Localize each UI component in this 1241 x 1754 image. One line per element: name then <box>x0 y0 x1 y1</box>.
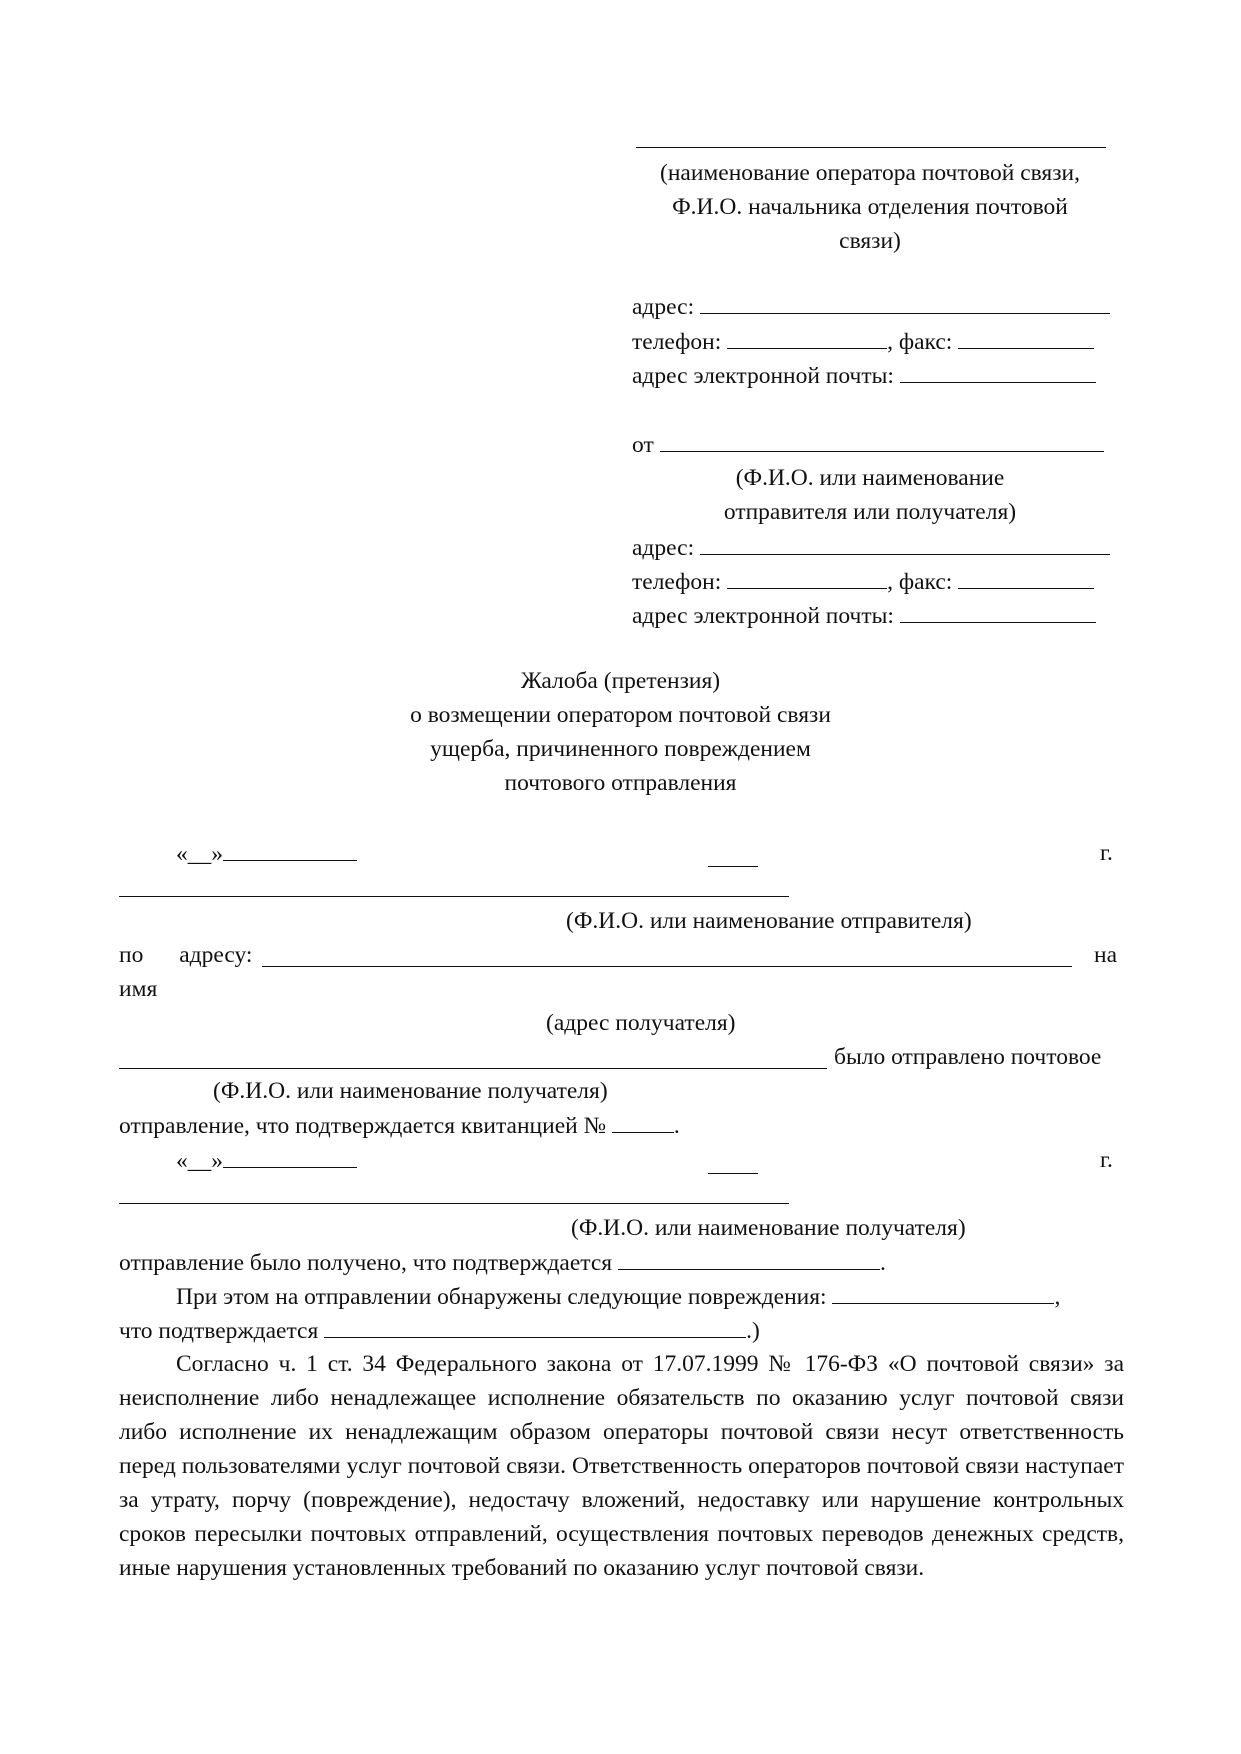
damage-text: При этом на отправлении обнаружены следующие повреждения: <box>176 1284 827 1310</box>
title-line-4: почтового отправления <box>504 770 737 796</box>
recipient-caption: (Ф.И.О. или наименование получателя) <box>213 1078 608 1104</box>
phone-blank[interactable] <box>727 324 887 349</box>
law-paragraph: Согласно ч. 1 ст. 34 Федерального закона от 17.07.1999 № 176-ФЗ «О почтовой связи» за неисполнение либо ненадлежащее исполнение обязательств по оказанию услуг почтовой связи либо исполнение их ненадлежащим образом операторы почтовой связи несут ответственность перед пользователями услуг почтовой связи. Ответственность операторов почтовой связи наступает за утрату, порчу (повреждение), недостачу вложений, недоставку или нарушение контрольных сроков пересылки почтовых отправлений, осуществления почтовых переводов денежных средств, иные нарушения установленных требований по оказанию услуг почтовой связи. <box>119 1351 1124 1581</box>
date-open-2: «__» <box>176 1148 223 1174</box>
received-end: . <box>879 1250 886 1276</box>
sender-email-row <box>632 598 1096 632</box>
title-line-3: ущерба, причиненного повреждением <box>430 736 811 762</box>
operator-email-row <box>632 358 1096 392</box>
operator-address-row <box>632 289 1110 323</box>
from-blank[interactable] <box>660 427 1104 452</box>
email-label: адрес электронной почты: <box>632 363 894 389</box>
email-label-2: адрес электронной почты: <box>632 603 894 629</box>
email-blank-2[interactable] <box>900 598 1096 623</box>
by-address-label: по адресу: <box>119 942 253 968</box>
damage-end: , <box>1054 1284 1061 1310</box>
fax-blank[interactable] <box>958 324 1094 349</box>
year-blank-2[interactable] <box>708 1173 758 1174</box>
date-row-1 <box>176 836 357 870</box>
received-proof-blank[interactable] <box>618 1245 880 1270</box>
received-text: отправление было получено, что подтверждается <box>119 1250 613 1276</box>
operator-caption-line-1: (наименование оператора почтовой связи, <box>660 160 1080 186</box>
damage-blank[interactable] <box>832 1279 1054 1304</box>
to-name-label: на <box>1094 942 1118 968</box>
sender-caption: (Ф.И.О. или наименование отправителя) <box>566 908 972 934</box>
date-row-2 <box>176 1143 357 1177</box>
year-suffix-2: г. <box>1100 1147 1113 1173</box>
date-open: «__» <box>176 841 223 867</box>
recipient-caption-2: (Ф.И.О. или наименование получателя) <box>571 1215 966 1241</box>
sender-phone-row <box>632 564 1094 598</box>
was-sent-text: было отправлено почтовое <box>834 1044 1102 1070</box>
year-suffix: г. <box>1100 840 1113 866</box>
receipt-number-blank[interactable] <box>612 1108 674 1133</box>
sender-caption-line-1: (Ф.И.О. или наименование <box>735 465 1005 491</box>
sender-caption-line-2: отправителя или получателя) <box>723 499 1017 525</box>
recipient-address-caption: (адрес получателя) <box>546 1010 736 1036</box>
title-line-2: о возмещении оператором почтовой связи <box>410 702 831 728</box>
name-word: имя <box>119 976 158 1002</box>
damage-row <box>176 1279 1060 1313</box>
operator-caption-line-2: Ф.И.О. начальника отделения почтовой <box>672 194 1068 220</box>
operator-caption-line-3: связи) <box>839 228 901 254</box>
confirmed-text: что подтверждается <box>119 1318 319 1344</box>
fax-blank-2[interactable] <box>958 564 1094 589</box>
from-label: от <box>632 432 654 458</box>
receipt-row <box>119 1108 680 1142</box>
recipient-address-blank[interactable] <box>262 966 1072 967</box>
confirmed-row <box>119 1313 760 1347</box>
confirmed-end: .) <box>746 1318 760 1344</box>
sender-address-row <box>632 530 1110 564</box>
fax-label: , факс: <box>887 329 953 355</box>
recipient-name-blank-2[interactable] <box>119 1203 789 1204</box>
received-row <box>119 1245 886 1279</box>
date-month-blank-2[interactable] <box>223 1143 357 1168</box>
receipt-end: . <box>673 1113 680 1139</box>
operator-phone-row <box>632 324 1094 358</box>
recipient-name-blank[interactable] <box>119 1068 827 1069</box>
email-blank[interactable] <box>900 358 1096 383</box>
sender-name-blank[interactable] <box>119 896 789 897</box>
confirmed-blank[interactable] <box>324 1313 746 1338</box>
address-label: адрес: <box>632 294 695 320</box>
phone-blank-2[interactable] <box>727 564 887 589</box>
receipt-text: отправление, что подтверждается квитанцией № <box>119 1113 606 1139</box>
phone-label-2: телефон: <box>632 569 722 595</box>
title-line-1: Жалоба (претензия) <box>520 668 721 694</box>
address-label-2: адрес: <box>632 535 695 561</box>
phone-label: телефон: <box>632 329 722 355</box>
operator-name-blank[interactable] <box>636 147 1106 148</box>
address-blank[interactable] <box>700 289 1110 314</box>
from-row <box>632 427 1104 461</box>
date-month-blank[interactable] <box>223 836 357 861</box>
year-blank[interactable] <box>708 866 758 867</box>
address-blank-2[interactable] <box>700 530 1110 555</box>
fax-label-2: , факс: <box>887 569 953 595</box>
